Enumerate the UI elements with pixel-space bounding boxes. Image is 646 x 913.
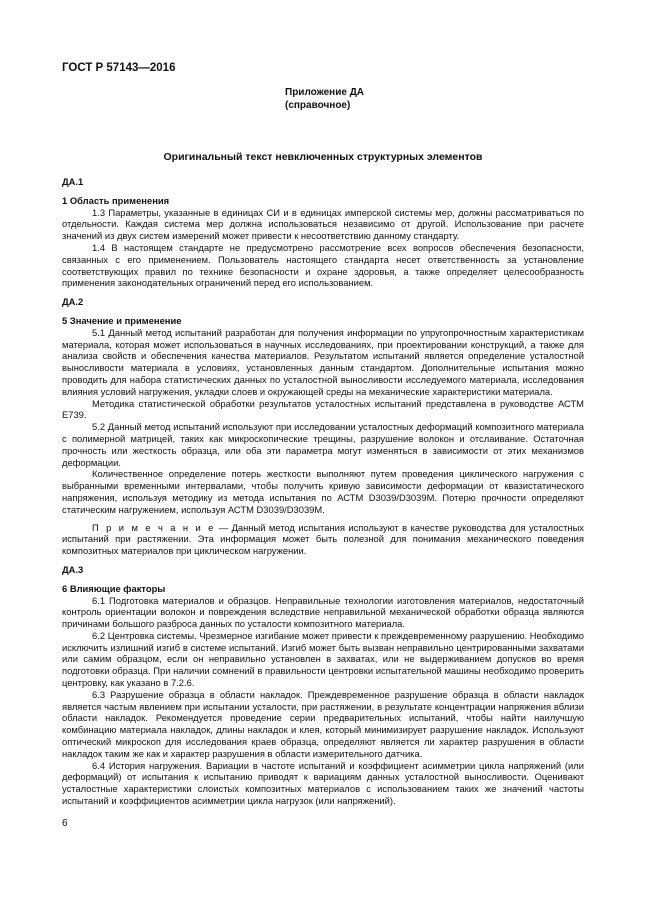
paragraph: 6.3 Разрушение образца в области накладок. Преждевременное разрушение образца в области накладок является частым явлением при испытании усталости, при растяжении, в результате концентрации напряжения вблизи области накладок. Рекомендуется проведение серии предварительных испытаний, чтобы найти наилучшую комбинацию материала накладок, длины накладок и клея, который минимизирует разрушение накладок. Используют оптический микроскоп для исследования краев образца, определяют является ли характер разрушения в области накладок таким же как и характер разрушения в области измерительного датчика. [62,688,584,759]
paragraph: 1.3 Параметры, указанные в единицах СИ и в единицах имперской системы мер, должны рассматриваться по отдельности. Каждая система мер должна использоваться независимо от другой. Использование при расчете значений из двух систем измерений может привести к несоответствию данному стандарту. [62,206,584,242]
paragraph: 6.2 Центровка системы. Чрезмерное изгибание может привести к преждевременному разрушению. Необходимо исключить излишний изгиб в системе испытаний. Изгиб может быть вызван неправильно центрированными захватами или самим образцом, если он неправильно установлен в захватах, или не выдерживанием допусков во время подготовки образца. При наличии сомнений в правильности центровки испытательной машины необходимо проверить центровку, как указано в 7.2.6. [62,629,584,689]
section-da3-label: ДА.3 [62,563,84,575]
main-title: Оригинальный текст невключенных структурных элементов [163,151,483,163]
appendix-subtitle: (справочное) [285,100,351,111]
paragraph: 5.2 Данный метод испытаний используют при исследовании усталостных деформаций композитного материала с полимерной матрицей, таких как микроскопические трещины, разрушение волокон и отслаивание. Остаточная прочность или жесткость образца, или оба эти параметра могут изменяться в зависимости от этих механизмов деформации. [62,421,584,468]
paragraph: Методика статистической обработки результатов усталостных испытаний представлена в руководстве АСТМ Е739. [62,397,584,421]
note-label: П р и м е ч а н и е [92,521,216,533]
section-da3-heading: 6 Влияющие факторы [62,582,166,594]
appendix-header [285,86,364,112]
paragraph: 6.4 История нагружения. Вариации в частоте испытаний и коэффициент асимметрии цикла напряжений (или деформаций) от испытания к испытанию приводят к вариациям данных усталостной выносливости. Оценивают усталостные характеристики слоистых композитных материалов с использованием таких же значений частоты испытаний и коэффициентов асимметрии цикла нагрузок (или напряжений). [62,759,584,807]
document-id: ГОСТ Р 57143—2016 [62,62,176,74]
document-body [62,176,584,807]
note-text: — Данный метод испытания используют в качестве руководства для усталостных испытаний при растяжении. Эта информация может быть полезной для понимания механического поведения композитных материалов при циклическом нагружении. [62,521,584,557]
section-da1-label: ДА.1 [62,176,84,187]
page-number: 6 [62,818,68,829]
paragraph: 5.1 Данный метод испытаний разработан для получения информации по упругопрочностным характеристикам материала, которая может использоваться в научных исследованиях, при проектировании конструкций, а также для анализа свойств и обеспечения качества материалов. Результатом испытаний является определение усталостной выносливости материала в условиях, установленных данным стандартом. Дополнительные испытания можно проводить для набора статистических данных по усталостной выносливости исследуемого материала, исследования влияния условий нагружения, укладки слоев и окружающей среды на механические характеристики материала. [62,326,584,397]
appendix-title: Приложение ДА [285,87,365,98]
paragraph: 6.1 Подготовка материалов и образцов. Неправильные технологии изготовления материалов, недостаточный контроль ориентации волокон и повреждения вследствие неправильной механической обработки образца являются причинами большого разброса данных по усталости композитного материала. [62,594,584,630]
note [62,522,584,557]
paragraph: 1.4 В настоящем стандарте не предусмотрено рассмотрение всех вопросов обеспечения безопасности, связанных с его применением. Пользователь настоящего стандарта несет ответственность за установление соответствующих правил по технике безопасности и охране здоровья, а также определяет целесообразность применения законодательных ограничений перед его использованием. [62,241,584,289]
section-da2-label: ДА.2 [62,296,84,308]
paragraph: Количественное определение потерь жесткости выполняют путем проведения циклического нагружения с выбранными временными интервалами, чтобы получить кривую зависимости деформации от квазистатического напряжения, используя методику из метода испытания по АСТМ D3039/D3039M. Потерю прочности определяют статическим нагружением, используя АСТМ D3039/D3039M. [62,468,584,515]
section-da1-heading: 1 Область применения [62,194,170,206]
section-da2-heading: 5 Значение и применение [62,314,182,326]
